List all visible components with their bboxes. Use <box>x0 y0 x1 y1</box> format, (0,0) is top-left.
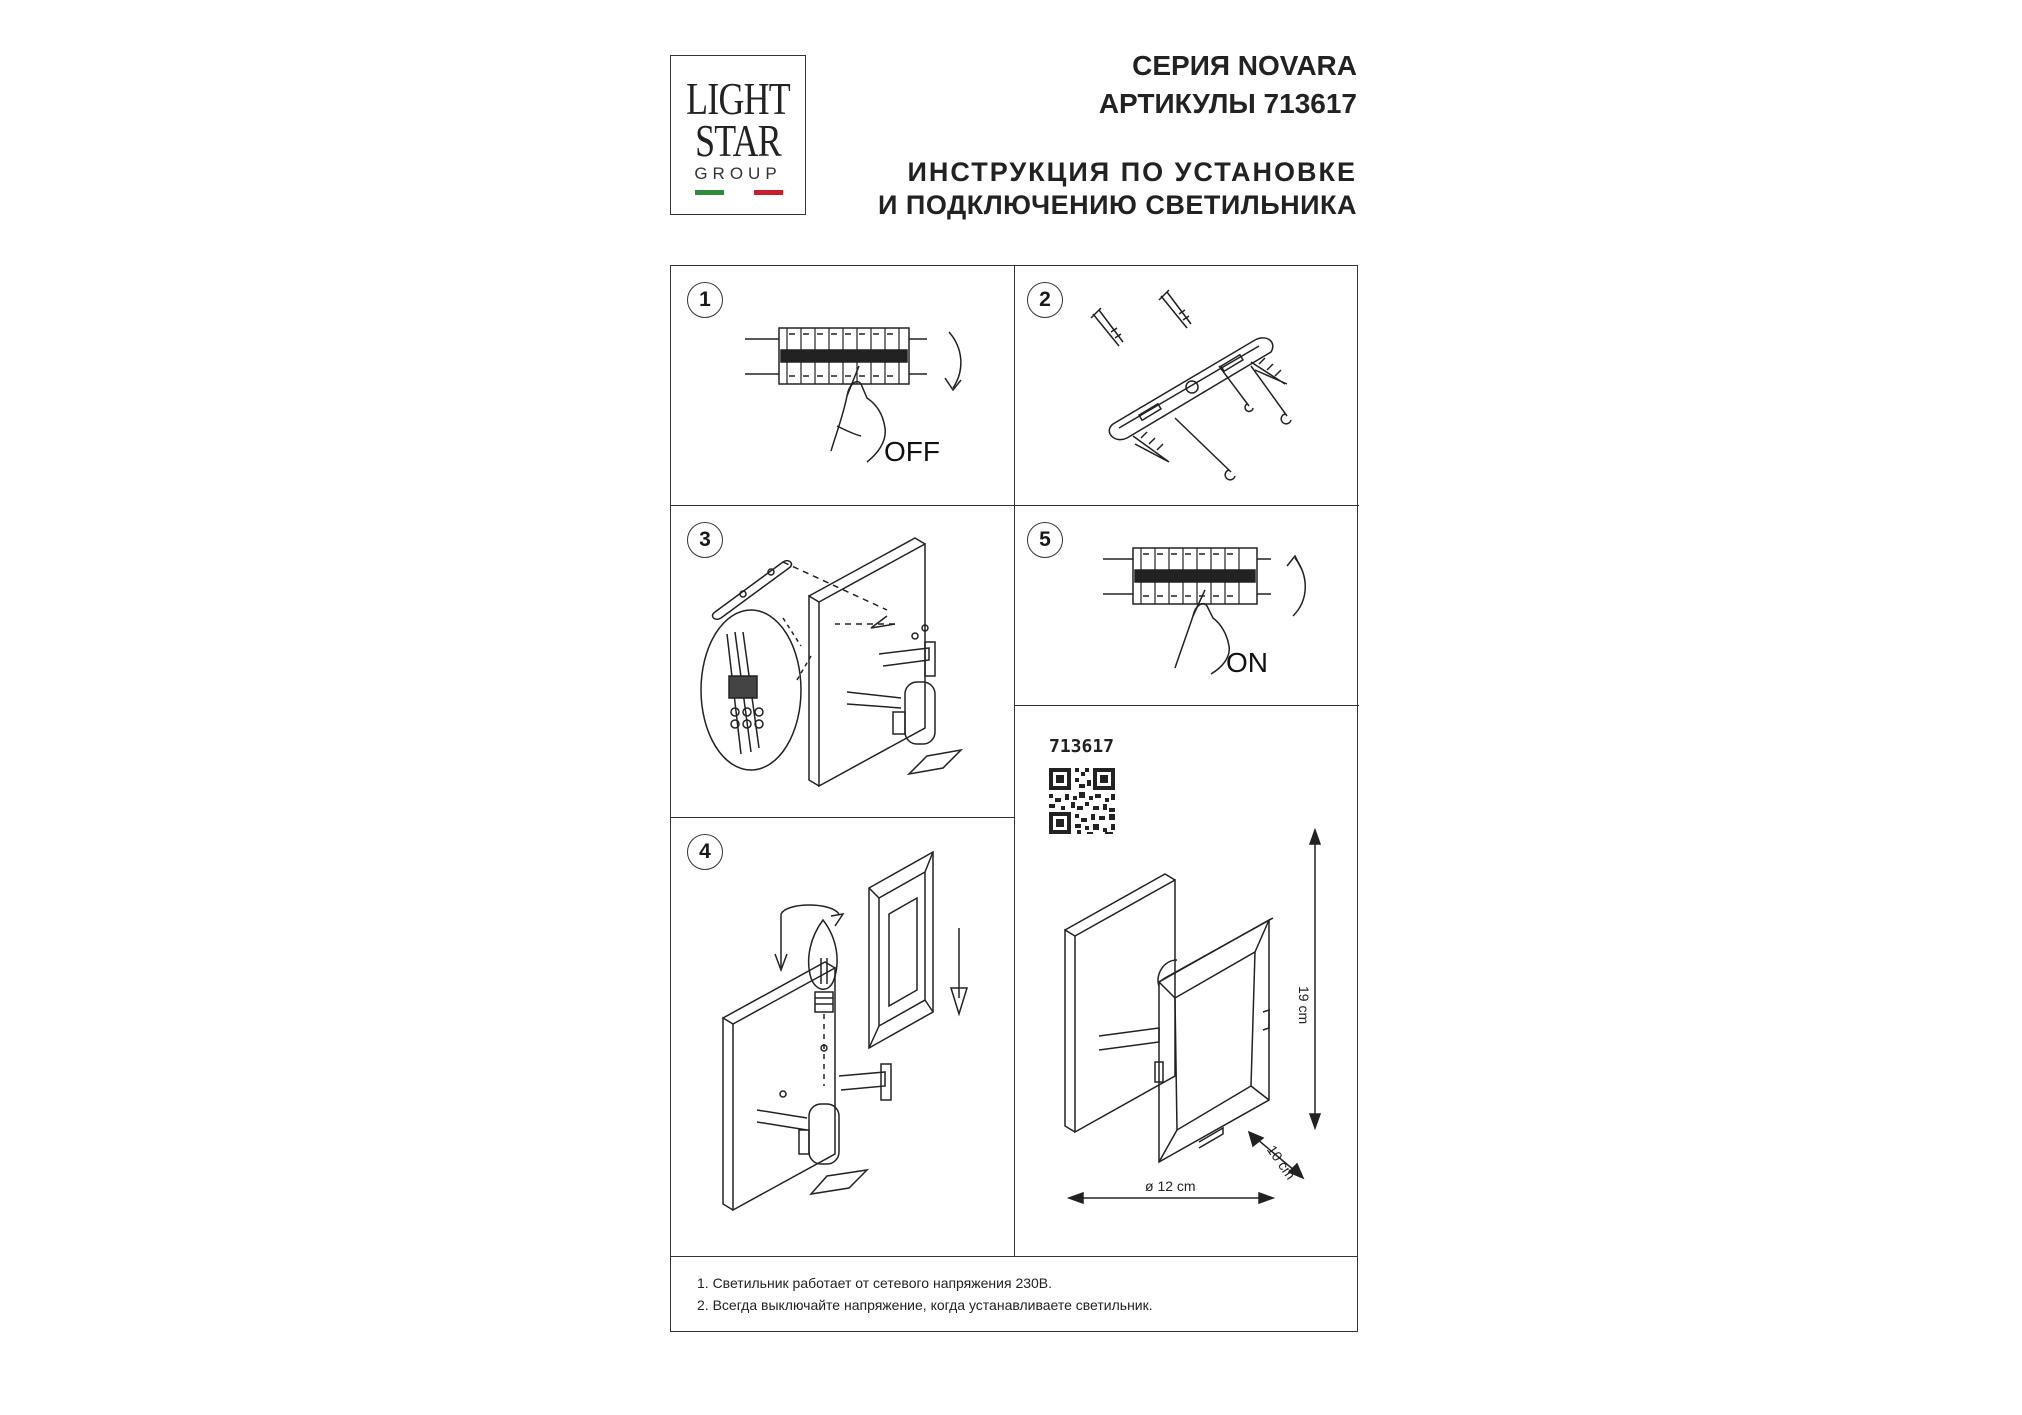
mounting-plate-illustration <box>1015 266 1359 506</box>
logo-word-light: LIGHT <box>686 73 790 124</box>
step-1-number: 1 <box>687 282 723 318</box>
off-label: OFF <box>884 436 940 467</box>
wiring-illustration <box>671 506 1015 818</box>
brand-logo <box>670 55 806 215</box>
step-4-panel <box>671 818 1015 1256</box>
on-label: ON <box>1226 647 1268 678</box>
bulb-and-shade-illustration <box>671 818 1015 1256</box>
step-5-number: 5 <box>1027 522 1063 558</box>
instruction-grid <box>670 265 1358 1332</box>
notes-panel <box>671 1256 1357 1333</box>
series-title: СЕРИЯ NOVARA <box>1132 50 1357 81</box>
step-4-number: 4 <box>687 834 723 870</box>
italian-flag-stripe <box>695 190 783 195</box>
step-1-panel <box>671 266 1015 506</box>
step-2-panel <box>1015 266 1359 506</box>
step-3-panel <box>671 506 1015 818</box>
product-illustration <box>1015 706 1359 1256</box>
product-code: 713617 <box>1049 736 1115 757</box>
step-2-number: 2 <box>1027 282 1063 318</box>
depth-dimension: 10 cm <box>1263 1142 1299 1183</box>
instruction-title-line2: И ПОДКЛЮЧЕНИЮ СВЕТИЛЬНИКА <box>878 190 1357 220</box>
note-2: 2. Всегда выключайте напряжение, когда устанавливаете светильник. <box>697 1297 1153 1313</box>
logo-word-group: GROUP <box>694 164 782 183</box>
product-panel <box>1015 706 1359 1256</box>
article-title: АРТИКУЛЫ 713617 <box>1098 88 1357 119</box>
qr-code <box>1049 768 1115 834</box>
instruction-title-line1: ИНСТРУКЦИЯ ПО УСТАНОВКЕ <box>907 157 1357 187</box>
logo-word-star: STAR <box>695 115 781 166</box>
flag-green <box>695 190 724 195</box>
breaker-off-illustration <box>671 266 1015 506</box>
note-1: 1. Светильник работает от сетевого напряжения 230В. <box>697 1275 1053 1291</box>
height-dimension: 19 cm <box>1296 986 1312 1025</box>
step-3-number: 3 <box>687 522 723 558</box>
flag-white <box>724 190 753 195</box>
step-5-panel <box>1015 506 1359 706</box>
breaker-on-illustration <box>1015 506 1359 706</box>
flag-red <box>754 190 783 195</box>
width-dimension: ø 12 cm <box>1145 1178 1196 1194</box>
